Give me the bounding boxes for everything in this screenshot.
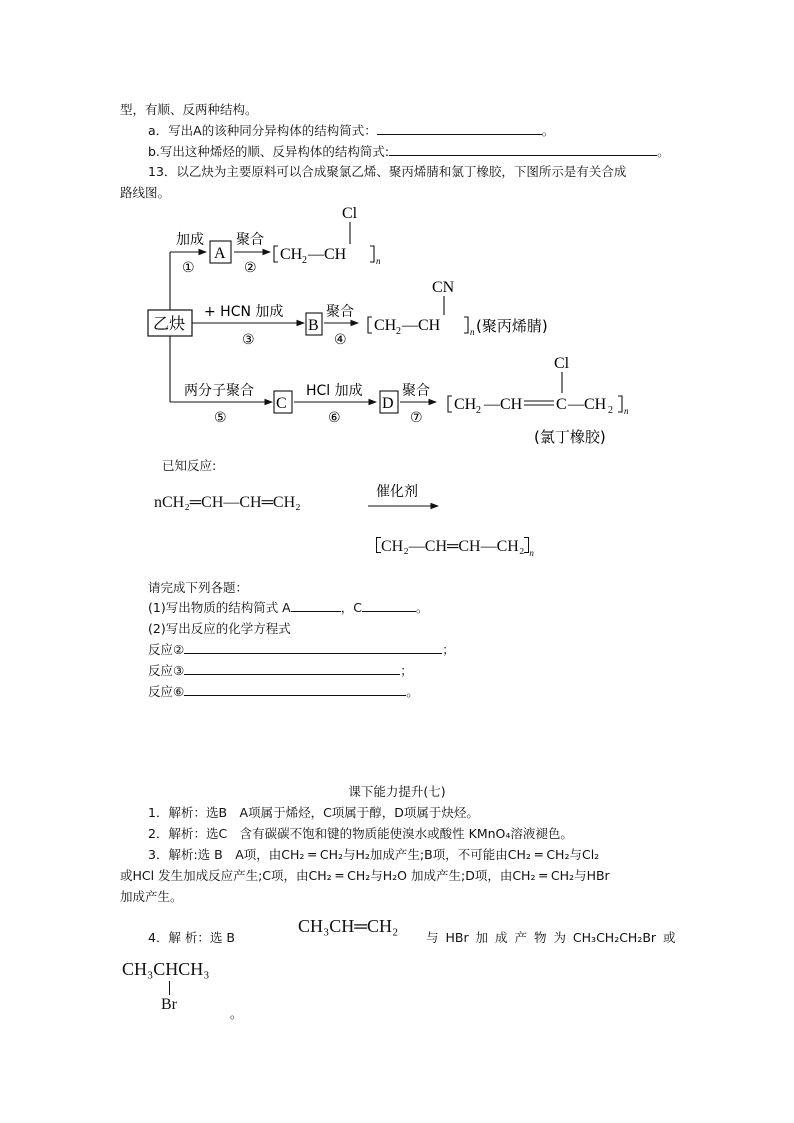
known-reaction-label: 已知反应: <box>162 458 217 473</box>
q12-line-type: 型，有顺、反两种结构。 <box>120 102 258 117</box>
chloroprene-rubber-formula <box>448 355 629 446</box>
svg-text:C: C <box>556 396 567 413</box>
bromopropane-formula: CH₃CHCH₃ <box>122 959 210 979</box>
row3-step2: ⑥ <box>328 410 341 426</box>
bromopropane-br: Br <box>161 996 177 1013</box>
q12-line-b <box>148 142 670 160</box>
row1-step1: ① <box>182 260 195 276</box>
part1-c-text: ，C <box>340 600 362 615</box>
answer-4-lead: 4．解 析：选 B <box>148 930 235 945</box>
start-label: 乙炔 <box>153 314 186 333</box>
box-A-label: A <box>214 245 226 262</box>
row1-cond2: 聚合 <box>236 232 264 248</box>
answer-blank-A[interactable] <box>291 600 341 612</box>
answer-3-line1: 3．解析:选 B A项，由CH₂ ═ CH₂与H₂加成产生;B项，不可能由CH₂ ═ CH₂与Cl₂ <box>148 847 600 862</box>
box-C-label: C <box>276 395 287 412</box>
svg-text:Cl: Cl <box>554 355 570 372</box>
q13-stem-line1: 13．以乙炔为主要原料可以合成聚氯乙烯、聚丙烯腈和氯丁橡胶，下图所示是有关合成 <box>148 164 627 179</box>
svg-text:2: 2 <box>608 405 613 416</box>
answer-blank-reaction-3[interactable] <box>184 663 400 675</box>
answer-blank-reaction-2[interactable] <box>184 642 442 654</box>
answer-3-line3: 加成产生。 <box>120 889 183 904</box>
row2-cond2: 聚合 <box>326 304 354 320</box>
answer-2: 2．解析：选C 含有碳碳不饱和键的物质能使溴水或酸性 KMnO₄溶液褪色。 <box>148 826 573 841</box>
svg-text:n: n <box>624 406 629 416</box>
propene-formula: CH₃CH═CH₂ <box>298 916 399 936</box>
reaction-3-label: 反应③ <box>148 663 185 678</box>
row3-step3: ⑦ <box>410 410 423 426</box>
answer-1: 1．解析：选B A项属于烯烃，C项属于醇，D项属于炔烃。 <box>148 805 479 820</box>
chloroprene-name: (氯丁橡胶) <box>534 428 606 446</box>
row3-step1: ⑤ <box>214 410 227 426</box>
answer-4-end: 。 <box>230 1006 243 1021</box>
part1-end: 。 <box>415 600 429 615</box>
reaction-6-line <box>148 682 419 700</box>
answer-blank-reaction-6[interactable] <box>184 684 406 696</box>
known-reactant: nCH₂═CH—CH═CH₂ <box>154 494 301 511</box>
q13-part2: (2)写出反应的化学方程式 <box>148 621 291 636</box>
q12-b-end: 。 <box>657 144 670 159</box>
answer-blank-b[interactable] <box>389 144 657 156</box>
svg-text:—CH: —CH <box>484 396 523 413</box>
q12-a-end: 。 <box>541 123 555 138</box>
answer-blank-C[interactable] <box>362 600 416 612</box>
q13-ask: 请完成下列各题： <box>148 580 249 595</box>
row2-step2: ④ <box>334 332 347 348</box>
svg-text:2: 2 <box>476 405 481 416</box>
row2-cond: + HCN 加成 <box>204 304 284 320</box>
known-product <box>376 537 534 558</box>
svg-text:—CH: —CH <box>568 396 607 413</box>
answers-title: 课下能力提升(七) <box>348 784 446 799</box>
answer-blank-a[interactable] <box>377 123 542 135</box>
reaction-3-end: ； <box>400 663 413 678</box>
q12-line-a <box>148 121 554 139</box>
catalyst-arrow <box>366 484 442 514</box>
svg-text:—CH: —CH <box>402 317 441 334</box>
box-D-label: D <box>382 395 394 412</box>
row1-cond: 加成 <box>176 232 204 248</box>
row3-cond3: 聚合 <box>402 383 430 399</box>
known-product-formula: CH₂—CH═CH—CH₂ <box>381 538 525 555</box>
svg-text:2: 2 <box>396 326 401 337</box>
row3-cond2: HCl 加成 <box>306 383 363 399</box>
answer-3-line2: 或HCl 发生加成反应产生;C项，由CH₂ ═ CH₂与H₂O 加成产生;D项，由CH₂ ═ CH₂与HBr <box>120 868 610 883</box>
svg-text:Cl: Cl <box>342 205 358 222</box>
synthesis-scheme <box>140 200 680 450</box>
reaction-3-line <box>148 661 413 679</box>
q12-a-text: a．写出A的该种同分异构体的结构简式： <box>148 123 377 138</box>
polyacrylonitrile-name: (聚丙烯腈) <box>476 317 548 335</box>
reaction-2-label: 反应② <box>148 642 185 657</box>
svg-text:2: 2 <box>302 255 307 266</box>
reaction-2-end: ； <box>442 642 455 657</box>
svg-text:—CH: —CH <box>308 246 347 263</box>
part1-text: (1)写出物质的结构简式 A <box>148 600 291 615</box>
polyvinyl-chloride-formula <box>274 205 381 266</box>
known-product-n: n <box>529 548 534 558</box>
reaction-6-end: 。 <box>406 684 419 699</box>
q12-b-text: b.写出这种烯烃的顺、反异构体的结构简式: <box>148 144 390 159</box>
svg-text:CH: CH <box>454 396 477 413</box>
q13-part1 <box>148 598 428 616</box>
reaction-6-label: 反应⑥ <box>148 684 185 699</box>
row2-step1: ③ <box>242 332 255 348</box>
polyacrylonitrile-formula <box>368 279 548 337</box>
bromopropane-bond <box>169 981 170 995</box>
svg-text:CH: CH <box>374 317 397 334</box>
svg-text:CH: CH <box>280 246 303 263</box>
reaction-2-line <box>148 640 455 658</box>
q13-stem-line2: 路线图。 <box>120 185 171 200</box>
answer-4-mid: 与 HBr 加 成 产 物 为 CH₃CH₂CH₂Br 或 <box>426 930 676 945</box>
svg-text:CN: CN <box>432 279 455 296</box>
catalyst-label: 催化剂 <box>376 484 418 500</box>
svg-text:n: n <box>376 256 381 266</box>
row1-step2: ② <box>244 260 257 276</box>
box-B-label: B <box>308 317 319 334</box>
row3-cond: 两分子聚合 <box>184 383 254 399</box>
svg-text:n: n <box>470 327 475 337</box>
